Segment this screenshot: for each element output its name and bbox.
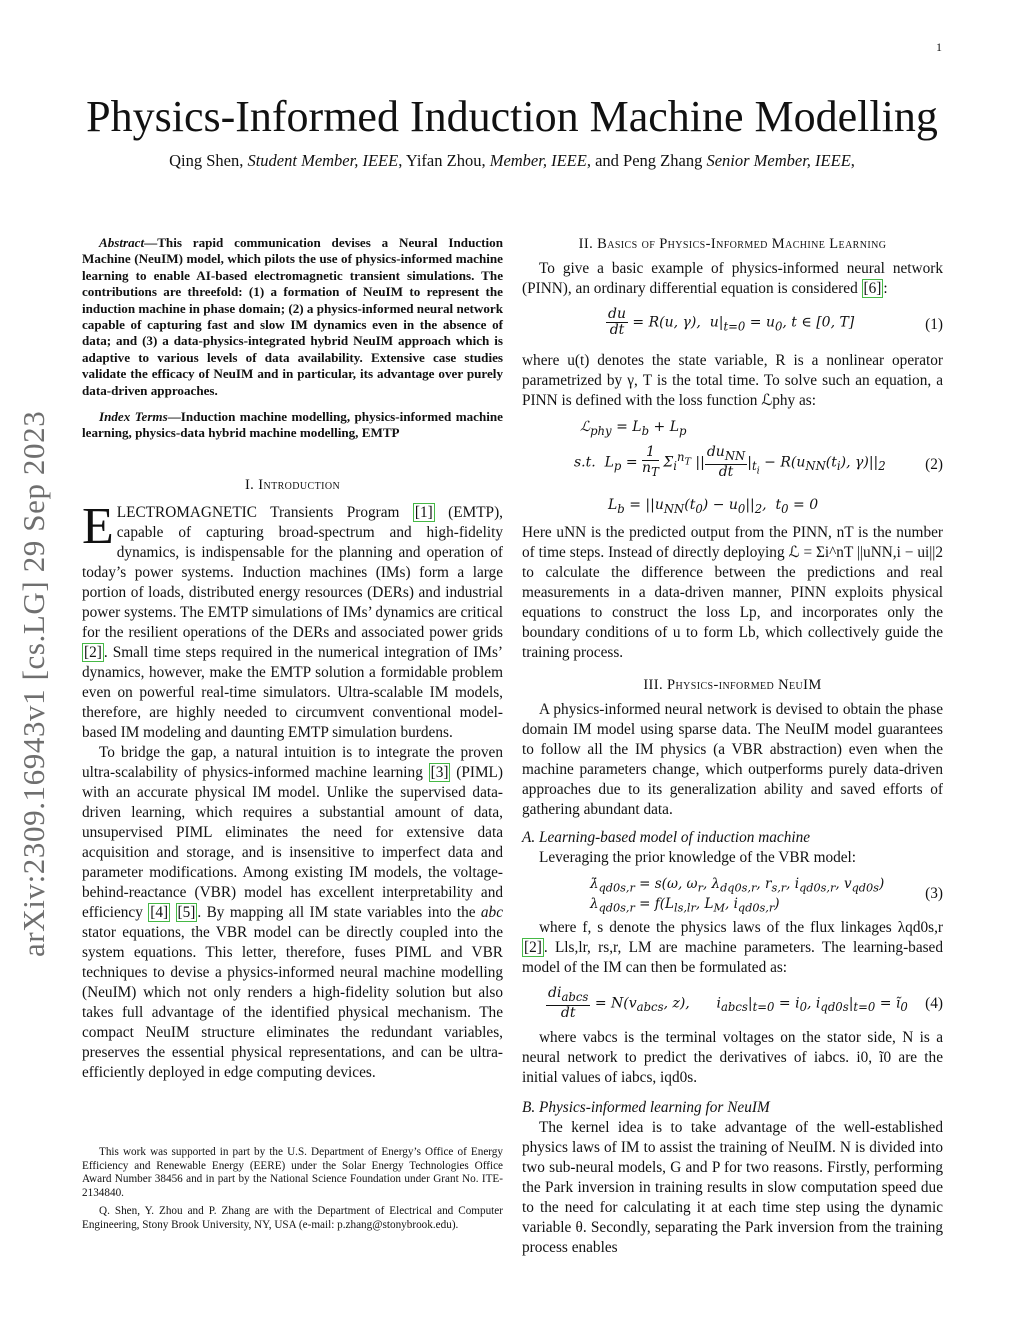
citation-link[interactable]: [3] [430,763,449,781]
equation-3-number: (3) [925,885,943,902]
dropcap: E [82,497,114,555]
citation-link[interactable]: [2] [524,939,542,956]
citation-link[interactable]: [5] [177,903,196,921]
text-run: (EMTP), capable of capturing broad-spectrum and high-fidelity dynamics, is indispensable for the planning and operation of today’s power systems. Induction machines (IMs) form a large portion of loads, distributed energy resources (DERs) and industrial power systems. The EMTP simulations of IMs’ dynamics are critical for the resilient operations of the DERs and associated power grids [82,503,503,641]
section-1-heading: I. Introduction [244,476,341,493]
equation-2-line-1: ℒ$_{phy}$ = $L_b + L_p$ [580,419,687,438]
equation-1-number: (1) [925,316,943,333]
index-terms-text: —Induction machine modelling, physics-informed machine learning, physics-data hybrid machine modelling, EMTP [82,409,503,441]
text-run: LECTROMAGNETIC Transients Program [116,503,413,521]
paper-title: Physics-Informed Induction Machine Modelling [86,92,938,141]
author-2: , Yifan Zhou, [398,151,486,170]
equation-3-line-2: $\lambda_{qd0s,r} = f(L_{ls,lr}$, $L_M$, $i_{qd0s,r}$) [590,896,780,915]
page-number: 1 [936,40,942,54]
equation-2-line-3: $L_b = ||u_{NN}(t_0) - u_0||_2$, $t_0 = 0$ [608,497,819,516]
index-terms-label: Index Terms [99,409,168,425]
text-run: . Small time steps required in the numerical integration of IMs’ dynamics, however, make the EMTP solution a formidable problem even on powerful real-time simulators. Ultra-scalable IM models, therefore, are highly needed to circumvent conventional model-based IM modeling and daunting EMTP simulation burdens. [82,643,503,741]
subsection-b-heading: B. Physics-informed learning for NeuIM [522,1099,770,1116]
equation-4-body: $\frac{di_{abcs}}{dt}$ = $N(v_{abcs}$, z), $i_{abcs}|_{t=0} = i_0$, $i_{qd0s}|_{t=0}$ = $ĩ_0$ [548,985,908,1021]
author-1: Qing Shen, [169,151,244,170]
neuim-paragraph-1: A physics-informed neural network is devised to obtain the phase domain IM model using sparse data. The NeuIM model guarantees to follow all the IM physics (a VBR abstraction) even when the machine parameters change, which outperforms purely data-driven approaches due to its generalization ability and saved efforts of gathering abundant data. [522,701,943,818]
right-column [522,234,943,1258]
equation-2-number: (2) [925,456,943,473]
pinn-paragraph-3: Here uNN is the predicted output from the PINN, nT is the number of time steps. Instead of directly deploying ℒ = Σi^nT ||uNN,i − ui||2 to calculate the difference between the predictions and real measurements in a data-driven manner, PINN exploits physical equations to construct the loss Lp, and incorporates only the boundary conditions of u to form Lb, which collectively guide the training process. [522,524,943,661]
citation-link[interactable]: [2] [84,643,102,661]
citation-link[interactable]: [1] [414,503,433,521]
text-run: To bridge the gap, a natural intuition is to integrate the proven ultra-scalability of physics-informed machine learning [82,743,503,781]
intro-paragraph-2 [82,743,503,1083]
section-2-heading: II. Basics of Physics-Informed Machine Learning [578,236,887,252]
citation-link[interactable]: [6] [863,280,882,297]
intro-paragraph-1 [82,497,503,743]
pinn-paragraph-1 [522,259,943,299]
subsection-a-heading: A. Learning-based model of induction machine [522,829,811,846]
equation-3 [522,872,943,918]
subsection-a-paragraph-2 [522,918,943,978]
text-run: . Lls,lr, rs,r, LM are machine parameters. The learning-based model of the IM can then be formulated as: [522,939,943,976]
section-3-heading: III. Physics-informed NeuIM [643,677,822,693]
abstract [82,235,503,399]
footnote-affiliation: Q. Shen, Y. Zhou and P. Zhang are with the Department of Electrical and Computer Engineering, Stony Brook University, NY, USA (e-mail: p.zhang@stonybrook.edu). [82,1204,503,1231]
author-1-role: Student Member, IEEE [247,151,399,170]
author-tail: , [850,151,855,170]
subsection-b-paragraph-1: The kernel idea is to take advantage of the well-established physics laws of IM to assist the training of NeuIM. N is divided into two sub-neural models, G and P for two reasons. Firstly, performing the Park inversion in training results in slow computation speed due to the need for calculating it at each time step using the dynamic variable θ. Secondly, separating the Park inversion from the training process enables [522,1119,943,1256]
text-run: (PIML) with an accurate physical IM model. Unlike the supervised data-driven learning, which requires a substantial amount of data, unsupervised PIML eliminates the need for extensive data acquisition and storage, and is insensitive to imperfect data and parameter modifications. Among existing IM models, the voltage-behind-reactance (VBR) model has excellent interpretability and efficiency [82,763,503,921]
left-column [82,235,503,1083]
arxiv-id-text: arXiv:2309.16943v1 [cs.LG] 29 Sep 2023 [16,410,51,957]
equation-3-line-1: $\lambdȧ_{qd0s,r} = s(\omega$, $\omega_r$, $\lambda_{dq0s,r}$, $r_{s,r}$, $i_{qd0s,r}$, $v_{qd0s}$) [590,876,885,895]
author-2-role: Member, IEEE [489,151,587,170]
equation-1-body: $\frac{du}{dt}$ = R(u, γ), $u|_{t=0} = u_0$, t ∈ [0, T] [608,306,855,338]
footnotes [82,1146,503,1232]
subsection-a-paragraph-1: Leveraging the prior knowledge of the VBR model: [539,849,857,866]
equation-2 [522,415,943,519]
equation-4 [522,982,943,1028]
pinn-paragraph-2: where u(t) denotes the state variable, R is a nonlinear operator parametrized by γ, T is the total time. To solve such an equation, a PINN is defined with the loss function ℒphy as: [522,352,943,409]
equation-1 [522,303,943,351]
author-3: , and Peng Zhang [586,151,703,170]
abstract-text: —This rapid communication devises a Neural Induction Machine (NeuIM) model, which pilots the use of physics-informed machine learning to enable AI-based electromagnetic transient simulations. The contributions are threefold: (1) a formation of NeuIM to represent the induction machine in phase domain; (2) a physics-informed neural network capable of capturing fast and slow IM dynamics even in the absence of data; and (3) a data-physics-integrated hybrid NeuIM approach which is adaptive to various levels of data availability. Extensive case studies validate the efficacy of NeuIM and in particular, its advantage over purely data-driven approaches. [82,235,503,398]
citation-link[interactable]: [4] [150,903,169,921]
subsection-a-paragraph-3: where vabcs is the terminal voltages on the stator side, N is a neural network to predict the derivatives of iabcs. i0, ĩ0 are the initial values of iabcs, iqd0s. [522,1029,943,1086]
text-run: stator equations, the VBR model can be directly coupled into the system equations. This letter, therefore, fuses PIML and VBR techniques to devise a physics-informed neural machine modelling (NeuIM) which not only renders a high-fidelity solution but also takes full advantage of the identified physical mechanism. The compact NeuIM structure eliminates the redundant variables, preserves the essential physical representations, and can be ultra-efficiently deployed in edge computing devices. [82,923,503,1081]
text-run: abc [480,903,503,921]
author-line [0,151,1024,171]
abstract-label: Abstract [99,235,145,250]
text-run: : [883,280,888,297]
index-terms [82,409,503,442]
text-run [170,904,175,921]
text-run: where f, s denote the physics laws of the flux linkages λqd0s,r [539,919,943,936]
text-run: To give a basic example of physics-informed neural network (PINN), an ordinary differential equation is considered [522,260,943,297]
text-run: . By mapping all IM state variables into the [197,903,481,921]
equation-4-number: (4) [925,995,943,1012]
equation-2-line-2: s.t. $L_p$ = $\frac{1}{n_T}$ $\Sigma_i^{n_T}$ || $\frac{du_{NN}}{dt}$ $|_{t_i} - R(u_{NN}(t_i)$, $\gamma)||_2$ [574,444,886,480]
footnote-funding: This work was supported in part by the U.S. Department of Energy’s Office of Energy Efficiency and Renewable Energy (EERE) under the Solar Energy Technologies Office Award Number 38456 and in part by the National Science Foundation under Grant No. ITE-2134840. [82,1146,503,1200]
author-3-role: Senior Member, IEEE [706,151,851,170]
